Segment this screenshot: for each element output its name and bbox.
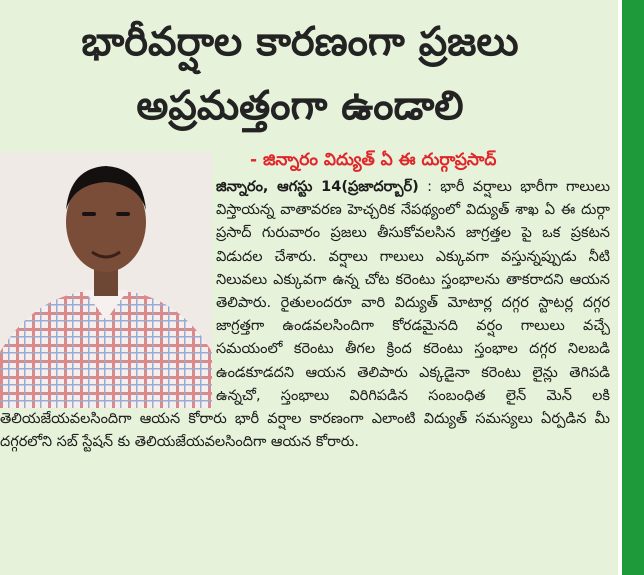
article-body <box>0 176 610 454</box>
dateline: జిన్నారం, ఆగస్టు 14(ప్రజాదర్బార్) <box>216 179 419 195</box>
page-edge-strip <box>622 0 644 575</box>
headline-line-2: అప్రమత్తంగా ఉండాలి <box>136 83 464 129</box>
headline-line-1: భారీవర్షాల కారణంగా ప్రజలు <box>81 19 519 65</box>
body-text: : భారీ వర్షాలు భారీగా గాలులు విస్తాయన్న వాతావరణ హెచ్చరిక నేపథ్యంలో విద్యుత్ శాఖ ఏ ఈ దుర్గా ప్రసాద్ గురువారం ప్రజలు తీసుకోవలసిన జాగ్రత్తల పై ఒక ప్రకటన విడుదల చేశారు. వర్షాలు గాలులు ఎక్కువగా వస్తున్నప్పుడు నీటి నిలువలు ఎక్కువగా ఉన్న చోట కరెంటు స్తంభాలను తాకరాదని ఆయన తెలిపారు. రైతులందరూ వారి విద్యుత్ మోటార్ల దగ్గర స్టాటర్ల దగ్గర జాగ్రత్తగా ఉండవలసిందిగా కోరడమైనది వర్షం గాలులు వచ్చే సమయంలో కరెంటు తీగల క్రింద కరెంటు స్తంభాల దగ్గర నిలబడి ఉండకూడదని ఆయన తెలిపారు ఎక్కడైనా కరెంటు లైన్లు తెగిపడి ఉన్నచో, స్తంభాలు విరిగిపడిన సంబంధిత లైన్ మెన్ లకి తెలియజేయవలసిందిగా ఆయన కోరారు భారీ వర్షాల కారణంగా ఎలాంటి విద్యుత్ సమస్యలు ఏర్పడిన మీ దగ్గరలోని సబ్ స్టేషన్ కు తెలియజేయవలసిందిగా ఆయన కోరారు. <box>0 179 611 451</box>
headline <box>0 10 600 138</box>
photo-space <box>0 176 216 408</box>
byline: - జిన్నారం విద్యుత్ ఏ ఈ దుర్గాప్రసాద్ <box>250 150 497 170</box>
